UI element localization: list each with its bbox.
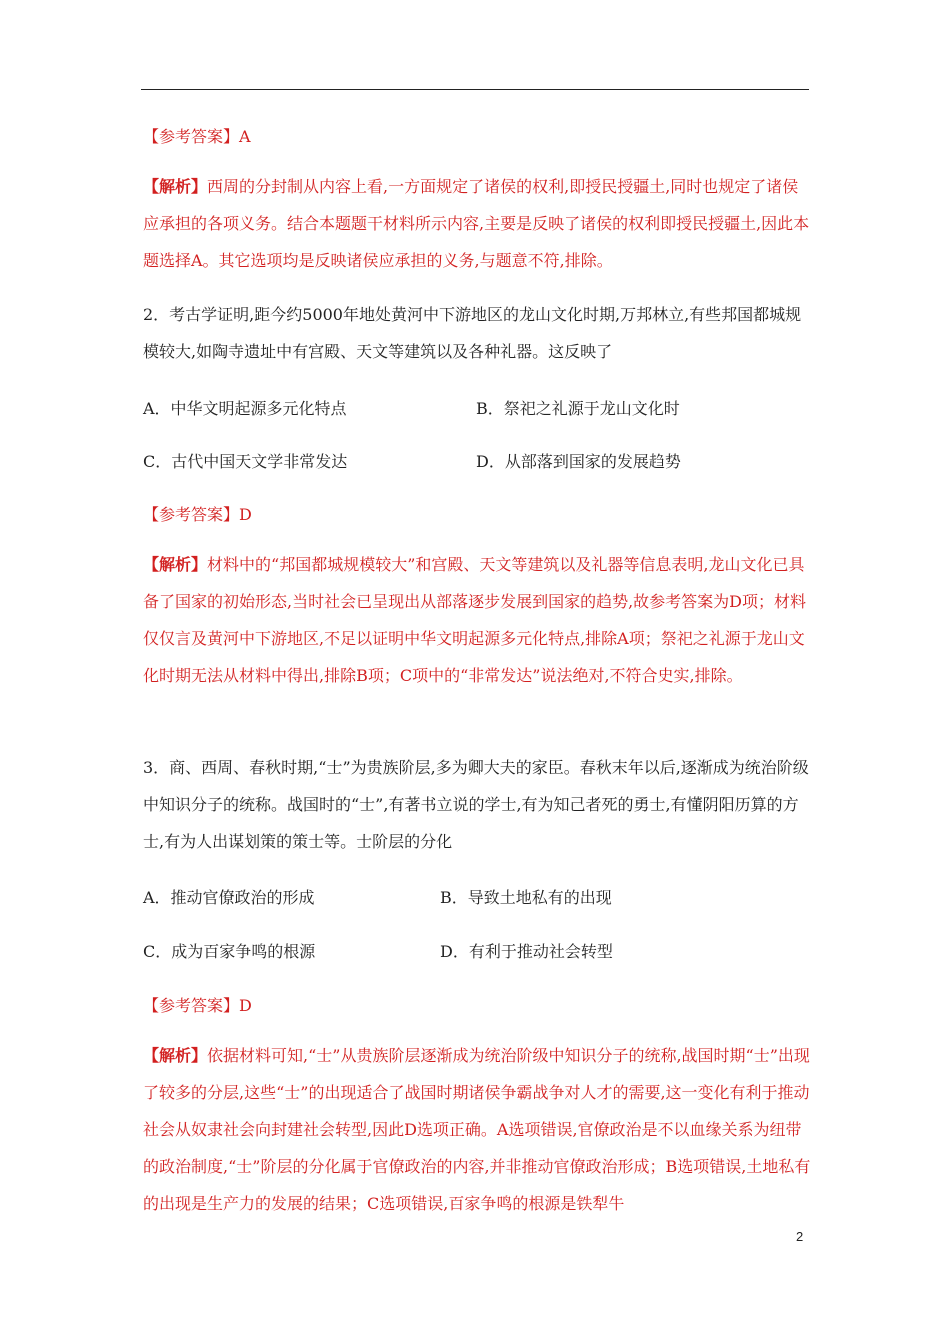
answer-label: 【参考答案】	[143, 996, 240, 1015]
answer-value: D	[239, 505, 252, 524]
q2-option-a: A．中华文明起源多元化特点	[143, 399, 347, 418]
analysis-3	[143, 1037, 811, 1222]
q3-option-d: D．有利于推动社会转型	[440, 942, 613, 961]
answer-line-2	[143, 502, 811, 525]
analysis-2	[143, 546, 811, 694]
header-rule	[141, 89, 809, 90]
analysis-text: 材料中的“邦国都城规模较大”和宫殿、天文等建筑以及礼器等信息表明,龙山文化已具备了国家的初始形态,当时社会已呈现出从部落逐步发展到国家的趋势,故参考答案为D项；材料仅仅言及黄河中下游地区,不足以证明中华文明起源多元化特点,排除A项；祭祀之礼源于龙山文化时期无法从材料中得出,排除B项；C项中的“非常发达”说法绝对,不符合史实,排除。	[143, 555, 807, 685]
q2-option-c: C．古代中国天文学非常发达	[143, 452, 348, 471]
q3-option-a: A．推动官僚政治的形成	[143, 888, 315, 907]
answer-value: D	[239, 996, 252, 1015]
question-2-stem: 2．考古学证明,距今约5000年地处黄河中下游地区的龙山文化时期,万邦林立,有些邦国都城规模较大,如陶寺遗址中有宫殿、天文等建筑以及各种礼器。这反映了	[143, 305, 802, 361]
page-number: 2	[796, 1229, 804, 1244]
analysis-text: 西周的分封制从内容上看,一方面规定了诸侯的权利,即授民授疆土,同时也规定了诸侯应承担的各项义务。结合本题题干材料所示内容,主要是反映了诸侯的权利即授民授疆土,因此本题选择A。其它选项均是反映诸侯应承担的义务,与题意不符,排除。	[143, 177, 810, 270]
answer-line-1	[143, 124, 811, 147]
analysis-label: 【解析】	[143, 555, 208, 574]
analysis-text: 依据材料可知,“士”从贵族阶层逐渐成为统治阶级中知识分子的统称,战国时期“士”出现了较多的分层,这些“士”的出现适合了战国时期诸侯争霸战争对人才的需要,这一变化有利于推动社会从奴隶社会向封建社会转型,因此D选项正确。A选项错误,官僚政治是不以血缘关系为纽带的政治制度,“士”阶层的分化属于官僚政治的内容,并非推动官僚政治形成；B选项错误,土地私有的出现是生产力的发展的结果；C选项错误,百家争鸣的根源是铁犁牛	[143, 1046, 811, 1213]
q2-option-b: B．祭祀之礼源于龙山文化时	[476, 399, 680, 418]
q3-option-b: B．导致土地私有的出现	[440, 888, 612, 907]
analysis-label: 【解析】	[143, 177, 208, 196]
analysis-label: 【解析】	[143, 1046, 208, 1065]
answer-label: 【参考答案】	[143, 505, 240, 524]
analysis-1	[143, 168, 811, 279]
q2-option-d: D．从部落到国家的发展趋势	[476, 452, 681, 471]
question-3-stem: 3．商、西周、春秋时期,“士”为贵族阶层,多为卿大夫的家臣。春秋末年以后,逐渐成为统治阶级中知识分子的统称。战国时的“士”,有著书立说的学士,有为知己者死的勇士,有懂阴阳历算的方士,有为人出谋划策的策士等。士阶层的分化	[143, 758, 809, 851]
answer-label: 【参考答案】	[143, 127, 240, 146]
answer-value: A	[239, 127, 251, 146]
answer-line-3	[143, 993, 811, 1016]
q3-option-c: C．成为百家争鸣的根源	[143, 942, 316, 961]
